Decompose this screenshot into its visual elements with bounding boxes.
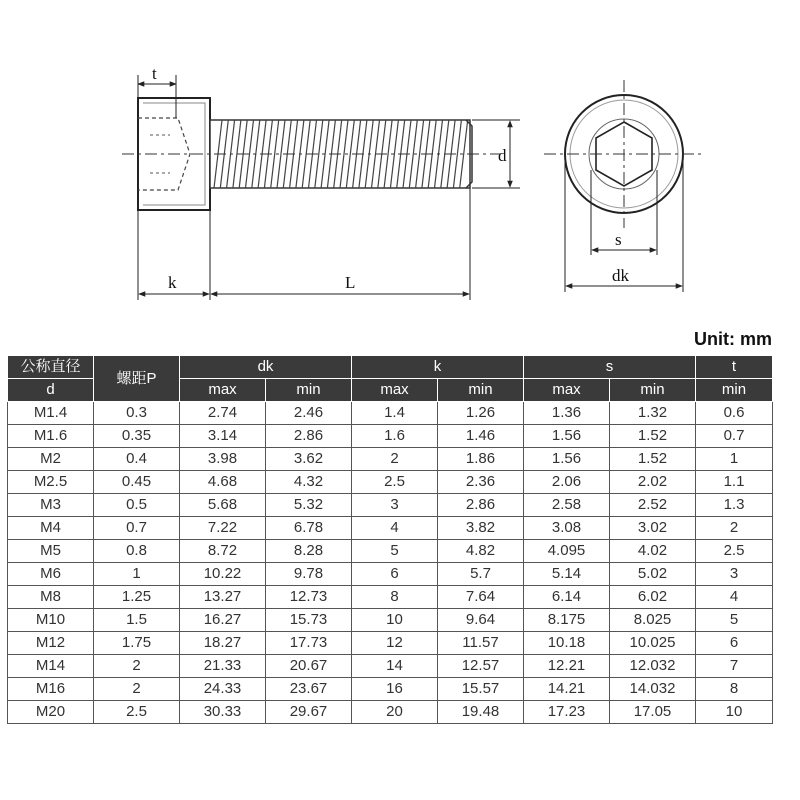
cell-k-min: 5.7	[438, 563, 524, 586]
cell-k-min: 1.46	[438, 425, 524, 448]
cell-s-max: 1.36	[524, 402, 610, 425]
table-row	[8, 632, 773, 655]
cell-k-min: 1.86	[438, 448, 524, 471]
cell-pitch: 0.5	[94, 494, 180, 517]
cell-s-min: 2.02	[610, 471, 696, 494]
label-s: s	[615, 230, 622, 249]
cell-dk-max: 7.22	[180, 517, 266, 540]
cell-pitch: 0.45	[94, 471, 180, 494]
table-row	[8, 586, 773, 609]
cell-t-min: 0.7	[696, 425, 773, 448]
cell-t-min: 1	[696, 448, 773, 471]
cell-k-max: 8	[352, 586, 438, 609]
cell-t-min: 0.6	[696, 402, 773, 425]
cell-size: M1.4	[8, 402, 94, 425]
cell-t-min: 2.5	[696, 540, 773, 563]
cell-dk-max: 24.33	[180, 678, 266, 701]
cell-dk-min: 2.46	[266, 402, 352, 425]
cell-size: M2	[8, 448, 94, 471]
cell-k-min: 3.82	[438, 517, 524, 540]
cell-s-max: 2.58	[524, 494, 610, 517]
cell-dk-min: 15.73	[266, 609, 352, 632]
cell-t-min: 5	[696, 609, 773, 632]
cell-s-min: 1.52	[610, 425, 696, 448]
cell-dk-max: 16.27	[180, 609, 266, 632]
cell-s-max: 10.18	[524, 632, 610, 655]
cell-k-max: 2.5	[352, 471, 438, 494]
table-row	[8, 448, 773, 471]
cell-s-max: 4.095	[524, 540, 610, 563]
cell-s-min: 4.02	[610, 540, 696, 563]
table-row	[8, 563, 773, 586]
cell-dk-min: 3.62	[266, 448, 352, 471]
header-s-max: max	[524, 379, 610, 402]
cell-pitch: 0.7	[94, 517, 180, 540]
cell-pitch: 0.8	[94, 540, 180, 563]
cell-size: M12	[8, 632, 94, 655]
cell-k-min: 4.82	[438, 540, 524, 563]
cell-size: M5	[8, 540, 94, 563]
spec-table-body	[8, 402, 773, 724]
label-t: t	[152, 64, 157, 83]
label-d: d	[498, 146, 507, 165]
cell-s-max: 8.175	[524, 609, 610, 632]
cell-k-max: 1.4	[352, 402, 438, 425]
cell-pitch: 0.4	[94, 448, 180, 471]
cell-dk-min: 6.78	[266, 517, 352, 540]
cell-k-min: 12.57	[438, 655, 524, 678]
cell-size: M16	[8, 678, 94, 701]
cell-s-min: 1.32	[610, 402, 696, 425]
screw-dimension-drawing	[0, 0, 800, 320]
cell-s-max: 2.06	[524, 471, 610, 494]
table-row	[8, 471, 773, 494]
header-t: t	[696, 356, 773, 379]
cell-s-min: 3.02	[610, 517, 696, 540]
cell-t-min: 1.1	[696, 471, 773, 494]
cell-s-max: 14.21	[524, 678, 610, 701]
cell-k-min: 2.36	[438, 471, 524, 494]
table-row	[8, 517, 773, 540]
cell-pitch: 1.25	[94, 586, 180, 609]
cell-pitch: 1.5	[94, 609, 180, 632]
cell-s-min: 17.05	[610, 701, 696, 724]
cell-pitch: 1	[94, 563, 180, 586]
cell-dk-max: 3.14	[180, 425, 266, 448]
cell-t-min: 7	[696, 655, 773, 678]
cell-k-max: 1.6	[352, 425, 438, 448]
cell-s-max: 17.23	[524, 701, 610, 724]
label-dk: dk	[612, 266, 629, 285]
cell-size: M20	[8, 701, 94, 724]
cell-s-min: 6.02	[610, 586, 696, 609]
cell-k-max: 14	[352, 655, 438, 678]
spec-table	[7, 355, 773, 724]
cell-dk-min: 17.73	[266, 632, 352, 655]
cell-dk-max: 10.22	[180, 563, 266, 586]
table-row	[8, 701, 773, 724]
cell-size: M1.6	[8, 425, 94, 448]
label-k: k	[168, 273, 177, 292]
cell-s-max: 1.56	[524, 448, 610, 471]
cell-s-min: 12.032	[610, 655, 696, 678]
cell-k-min: 2.86	[438, 494, 524, 517]
cell-s-max: 6.14	[524, 586, 610, 609]
cell-t-min: 8	[696, 678, 773, 701]
cell-dk-max: 21.33	[180, 655, 266, 678]
cell-dk-max: 3.98	[180, 448, 266, 471]
cell-s-min: 1.52	[610, 448, 696, 471]
header-pitch: 螺距P	[94, 356, 180, 402]
table-row	[8, 678, 773, 701]
cell-size: M4	[8, 517, 94, 540]
table-row	[8, 655, 773, 678]
header-s: s	[524, 356, 696, 379]
cell-dk-max: 18.27	[180, 632, 266, 655]
cell-dk-min: 20.67	[266, 655, 352, 678]
header-t-min: min	[696, 379, 773, 402]
cell-dk-min: 9.78	[266, 563, 352, 586]
cell-s-min: 5.02	[610, 563, 696, 586]
cell-k-max: 16	[352, 678, 438, 701]
cell-k-max: 2	[352, 448, 438, 471]
cell-size: M2.5	[8, 471, 94, 494]
cell-pitch: 0.3	[94, 402, 180, 425]
cell-size: M14	[8, 655, 94, 678]
cell-dk-min: 8.28	[266, 540, 352, 563]
cell-dk-min: 2.86	[266, 425, 352, 448]
cell-k-max: 3	[352, 494, 438, 517]
cell-dk-max: 5.68	[180, 494, 266, 517]
table-row	[8, 494, 773, 517]
cell-size: M8	[8, 586, 94, 609]
cell-dk-max: 2.74	[180, 402, 266, 425]
cell-t-min: 6	[696, 632, 773, 655]
header-s-min: min	[610, 379, 696, 402]
cell-dk-max: 13.27	[180, 586, 266, 609]
cell-k-min: 15.57	[438, 678, 524, 701]
header-dk-min: min	[266, 379, 352, 402]
cell-s-min: 10.025	[610, 632, 696, 655]
label-L: L	[345, 273, 356, 292]
cell-t-min: 2	[696, 517, 773, 540]
cell-s-max: 5.14	[524, 563, 610, 586]
cell-s-min: 8.025	[610, 609, 696, 632]
header-row-top	[8, 356, 773, 379]
cell-dk-min: 4.32	[266, 471, 352, 494]
cell-k-min: 7.64	[438, 586, 524, 609]
cell-t-min: 4	[696, 586, 773, 609]
cell-size: M10	[8, 609, 94, 632]
table-row	[8, 425, 773, 448]
cell-t-min: 1.3	[696, 494, 773, 517]
cell-k-max: 4	[352, 517, 438, 540]
cell-pitch: 1.75	[94, 632, 180, 655]
cell-k-max: 5	[352, 540, 438, 563]
cell-s-max: 12.21	[524, 655, 610, 678]
cell-k-min: 19.48	[438, 701, 524, 724]
header-k-min: min	[438, 379, 524, 402]
cell-pitch: 0.35	[94, 425, 180, 448]
header-k-max: max	[352, 379, 438, 402]
cell-s-min: 14.032	[610, 678, 696, 701]
header-k: k	[352, 356, 524, 379]
cell-dk-min: 29.67	[266, 701, 352, 724]
table-row	[8, 402, 773, 425]
table-row	[8, 540, 773, 563]
cell-k-max: 20	[352, 701, 438, 724]
cell-dk-max: 8.72	[180, 540, 266, 563]
cell-dk-max: 30.33	[180, 701, 266, 724]
cell-dk-max: 4.68	[180, 471, 266, 494]
cell-dk-min: 23.67	[266, 678, 352, 701]
cell-pitch: 2	[94, 655, 180, 678]
cell-dk-min: 12.73	[266, 586, 352, 609]
cell-size: M3	[8, 494, 94, 517]
cell-t-min: 3	[696, 563, 773, 586]
screw-head-end-view	[544, 80, 704, 228]
header-nominal-diameter: 公称直径	[8, 356, 94, 379]
cell-size: M6	[8, 563, 94, 586]
cell-k-max: 10	[352, 609, 438, 632]
cell-s-max: 3.08	[524, 517, 610, 540]
cell-k-min: 11.57	[438, 632, 524, 655]
cell-t-min: 10	[696, 701, 773, 724]
cell-k-max: 12	[352, 632, 438, 655]
header-dk-max: max	[180, 379, 266, 402]
cell-k-min: 9.64	[438, 609, 524, 632]
cell-k-min: 1.26	[438, 402, 524, 425]
cell-pitch: 2	[94, 678, 180, 701]
table-row	[8, 609, 773, 632]
cell-s-max: 1.56	[524, 425, 610, 448]
cell-dk-min: 5.32	[266, 494, 352, 517]
header-d: d	[8, 379, 94, 402]
header-dk: dk	[180, 356, 352, 379]
cell-pitch: 2.5	[94, 701, 180, 724]
cell-s-min: 2.52	[610, 494, 696, 517]
unit-label: Unit: mm	[694, 329, 772, 349]
cell-k-max: 6	[352, 563, 438, 586]
